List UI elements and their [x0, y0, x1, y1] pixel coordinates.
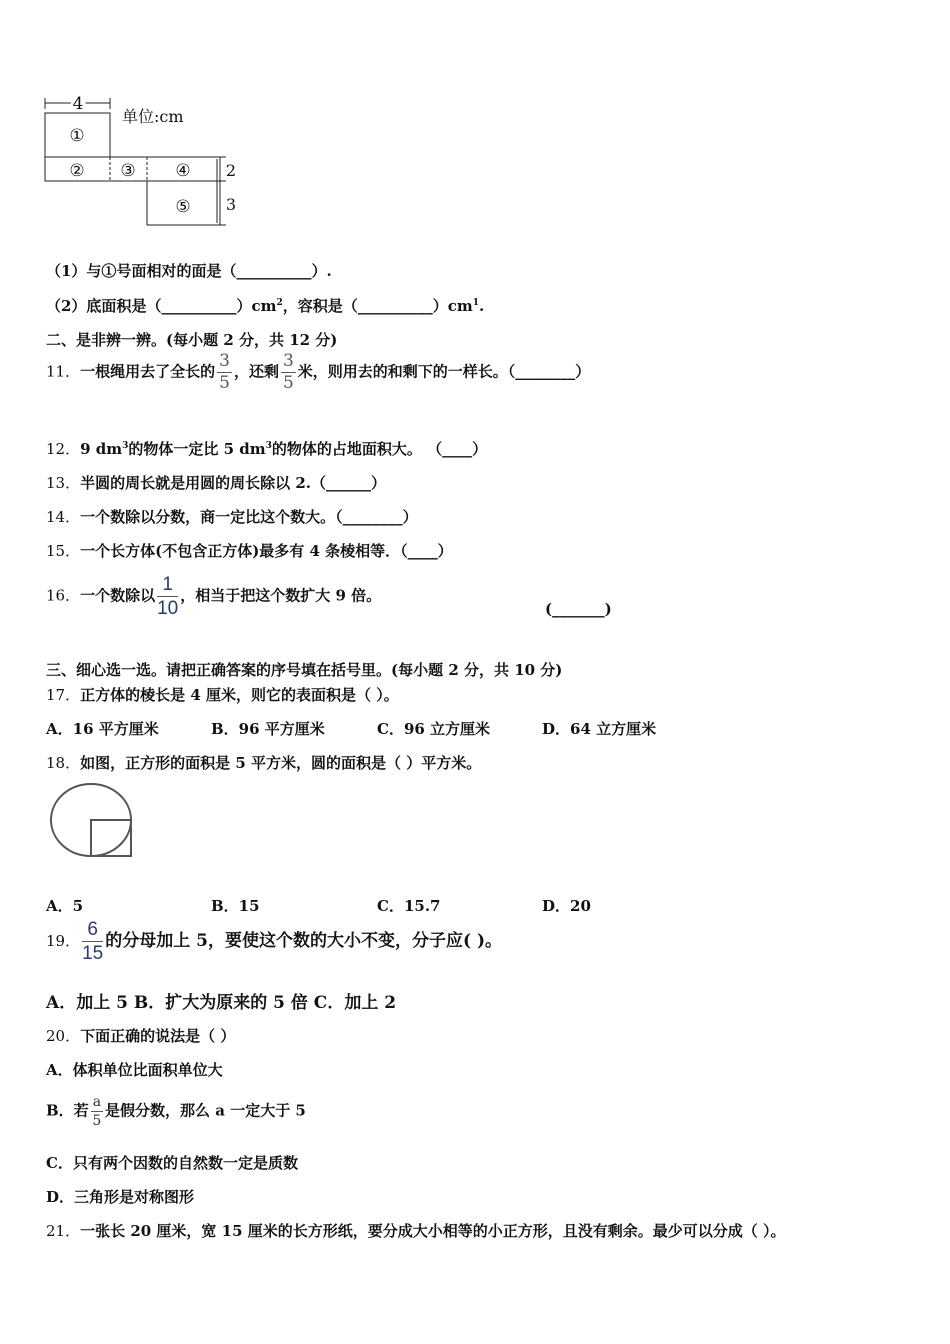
face-3-label: ③	[120, 161, 136, 181]
q18-option-b[interactable]: B．15	[211, 897, 260, 915]
cuboid-net-figure	[40, 95, 240, 230]
q15-text: 一个长方体(不包含正方体)最多有 4 条棱相等．（____）	[80, 542, 453, 560]
face-1-label: ①	[69, 126, 85, 146]
q20-number: 20．	[46, 1027, 81, 1045]
q20-optb-text-a: B．若	[46, 1101, 89, 1120]
question-14	[46, 506, 418, 527]
q11-f1-numerator: 3	[219, 351, 230, 371]
q17-number: 17．	[46, 686, 81, 704]
question-12	[46, 438, 487, 459]
q17-option-d[interactable]: D．64 立方厘米	[542, 720, 657, 738]
q20-optb-numerator: a	[92, 1094, 102, 1110]
sub2-text-b: ，容积是（__________）cm	[282, 297, 473, 315]
q15-number: 15．	[46, 542, 81, 560]
q16-answer-blank[interactable]: (_______)	[545, 600, 612, 618]
q20-optb-denominator: 5	[92, 1113, 102, 1129]
q21-text: 一张长 20 厘米，宽 15 厘米的长方形纸，要分成大小相等的小正方形，且没有剩余。最少可以分成（ ）。	[80, 1222, 786, 1240]
q19-denominator: 15	[82, 943, 104, 964]
q16-numerator: 1	[157, 575, 178, 597]
question-16	[46, 575, 381, 618]
q19-numerator: 6	[82, 920, 103, 942]
q17-option-c[interactable]: C．96 立方厘米	[377, 720, 491, 738]
q12-number: 12．	[46, 440, 81, 458]
q20-option-d[interactable]: D．三角形是对称图形	[46, 1188, 195, 1206]
q20-option-c[interactable]: C．只有两个因数的自然数一定是质数	[46, 1154, 298, 1172]
q18-option-d[interactable]: D．20	[542, 897, 591, 915]
q11-f1-denominator: 5	[219, 373, 230, 393]
q11-number: 11．	[46, 362, 81, 381]
q11-fraction-1	[217, 353, 232, 392]
section-2-heading: 二、是非辨一辨。(每小题 2 分，共 12 分)	[46, 331, 338, 349]
q16-denominator: 10	[157, 598, 179, 619]
q12-text-c: 的物体的占地面积大。 （____）	[271, 440, 488, 458]
question-sub1: （1）与①号面相对的面是（__________）.	[46, 262, 332, 280]
q11-text-a: 一根绳用去了全长的	[80, 362, 216, 381]
dim-3: 3	[225, 195, 237, 214]
face-2-label: ②	[69, 161, 85, 181]
question-11	[46, 353, 590, 392]
question-18	[46, 752, 481, 773]
question-13	[46, 472, 386, 493]
q18-option-a[interactable]: A．5	[46, 897, 84, 915]
q18-text: 如图，正方形的面积是 5 平方米，圆的面积是（ ）平方米。	[80, 754, 482, 772]
section-3-heading: 三、细心选一选。请把正确答案的序号填在括号里。(每小题 2 分，共 10 分)	[46, 661, 563, 679]
q14-text: 一个数除以分数，商一定比这个数大。（________）	[80, 508, 418, 526]
question-19	[46, 920, 502, 963]
question-sub2	[46, 295, 484, 316]
q16-fraction	[157, 575, 178, 618]
q20-optb-fraction	[91, 1095, 103, 1128]
q11-text-c: 米，则用去的和剩下的一样长。（________）	[297, 362, 591, 381]
q14-number: 14．	[46, 508, 81, 526]
q18-number: 18．	[46, 754, 81, 772]
question-17	[46, 684, 399, 705]
face-4-label: ④	[175, 161, 191, 181]
q17-text: 正方体的棱长是 4 厘米，则它的表面积是（ ）。	[80, 686, 399, 704]
q20-optb-text-b: 是假分数，那么 a 一定大于 5	[105, 1101, 306, 1120]
sub2-sup2: 1	[472, 298, 479, 308]
q18-option-c[interactable]: C．15.7	[377, 897, 441, 915]
q11-f2-denominator: 5	[282, 373, 294, 393]
q13-number: 13．	[46, 474, 81, 492]
q12-sup2: 3	[265, 441, 272, 451]
q19-fraction	[82, 920, 103, 963]
sub2-text-a: （2）底面积是（__________）cm	[46, 297, 277, 315]
q20-text: 下面正确的说法是（ ）	[80, 1027, 236, 1045]
question-20	[46, 1025, 235, 1046]
q16-text-b: ，相当于把这个数扩大 9 倍。	[180, 586, 382, 605]
q16-text-a: 一个数除以	[80, 586, 156, 605]
sub2-text-c: .	[479, 297, 485, 315]
q12-sup1: 3	[122, 441, 129, 451]
q12-text-a: 9 dm	[80, 440, 123, 458]
q21-number: 21．	[46, 1222, 81, 1240]
q11-f2-numerator: 3	[282, 351, 294, 371]
q11-fraction-2	[281, 353, 296, 392]
circle-square-figure	[46, 782, 138, 862]
q20-option-a[interactable]: A．体积单位比面积单位大	[46, 1061, 223, 1079]
question-15	[46, 540, 453, 561]
q19-options[interactable]: A．加上 5 B．扩大为原来的 5 倍 C．加上 2	[46, 993, 397, 1013]
q19-number: 19．	[46, 932, 81, 950]
q17-option-a[interactable]: A．16 平方厘米	[46, 720, 159, 738]
q11-text-b: ，还剩	[233, 362, 279, 381]
question-21	[46, 1220, 785, 1241]
q12-text-b: 的物体一定比 5 dm	[128, 440, 266, 458]
q13-text: 半圆的周长就是用圆的周长除以 2.（______）	[80, 474, 386, 492]
dim-2: 2	[225, 161, 237, 180]
q17-option-b[interactable]: B．96 平方厘米	[211, 720, 325, 738]
sub2-sup1: 2	[276, 298, 283, 308]
q16-number: 16．	[46, 586, 81, 605]
q19-text: 的分母加上 5，要使这个数的大小不变，分子应( )。	[105, 931, 502, 951]
q20-option-b[interactable]	[46, 1095, 306, 1128]
dim-top: 4	[72, 95, 84, 114]
unit-label: 单位:cm	[122, 107, 184, 126]
face-5-label: ⑤	[175, 197, 191, 217]
